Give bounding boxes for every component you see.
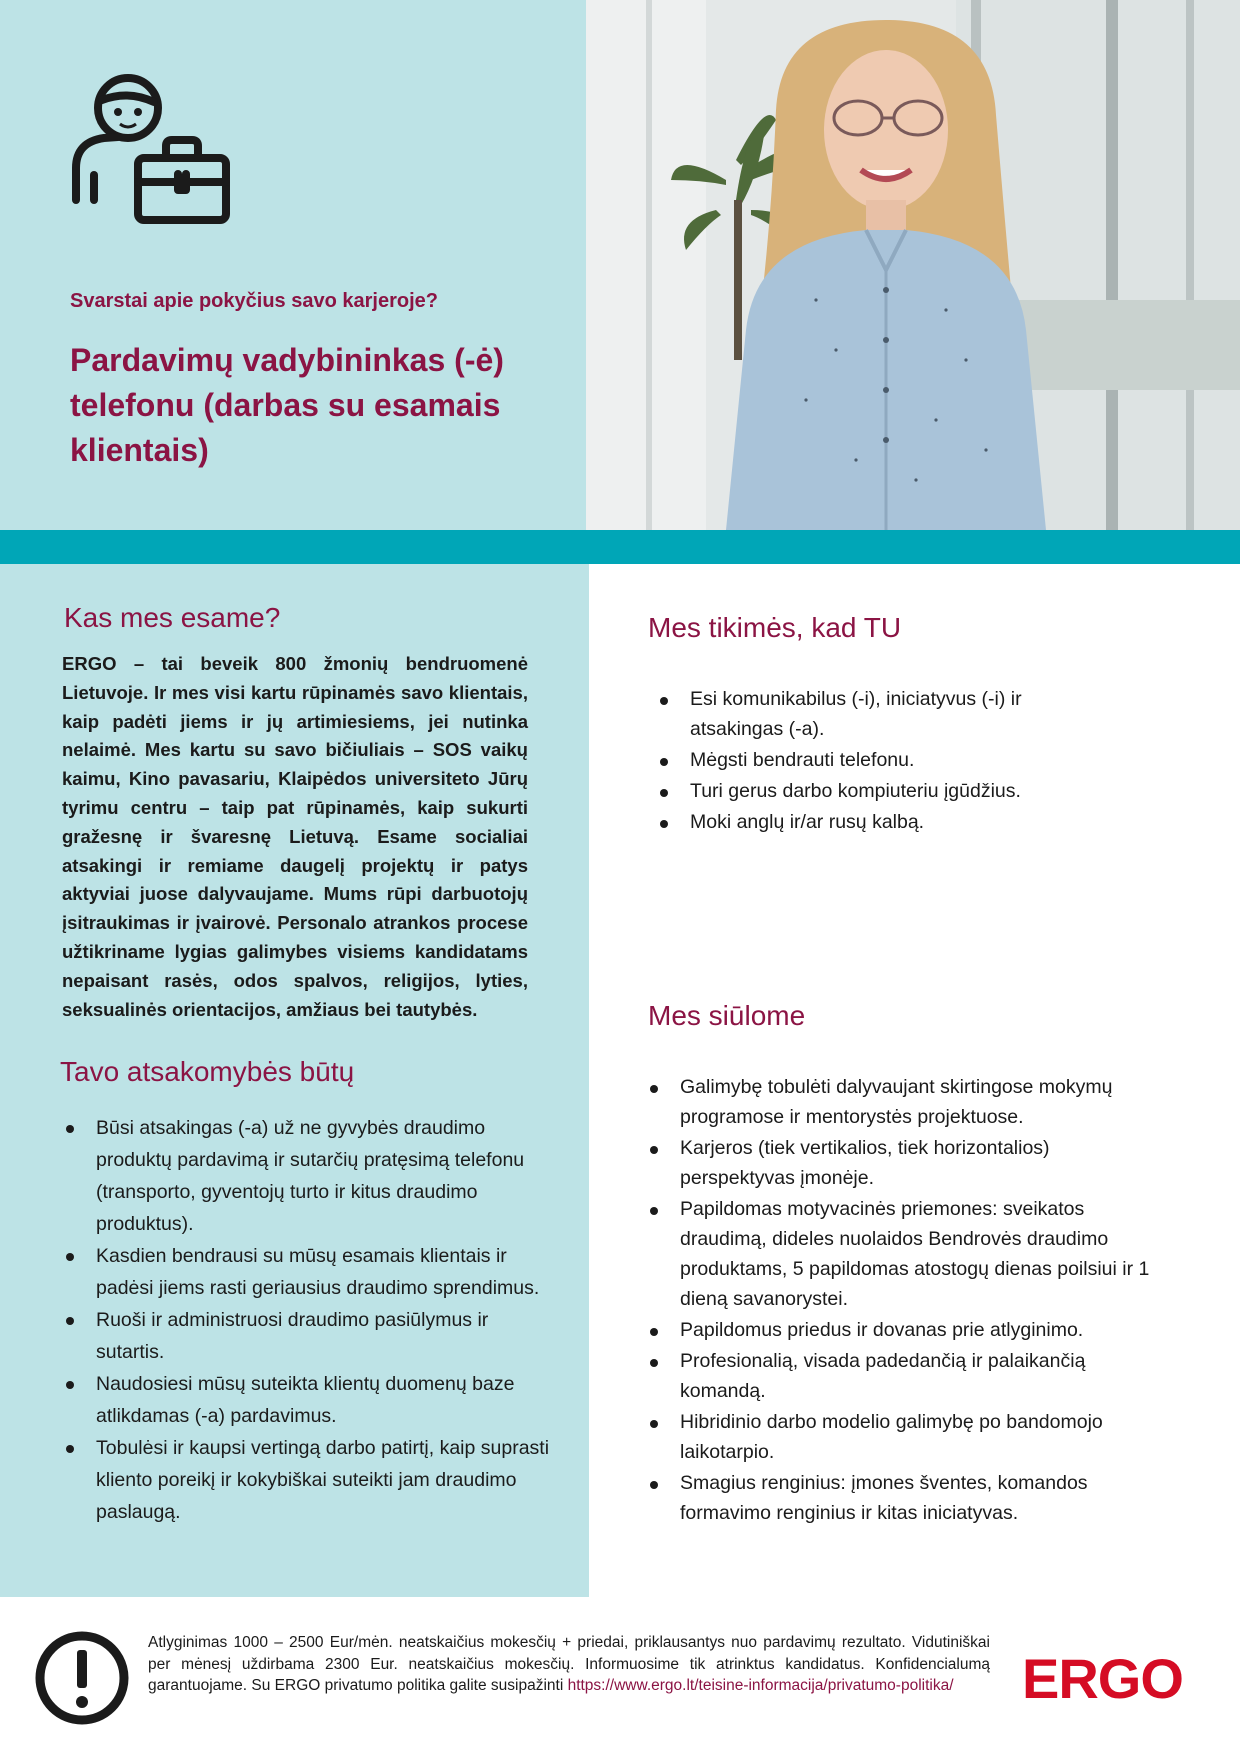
about-heading: Kas mes esame? — [64, 602, 281, 633]
responsibilities-list — [96, 1112, 556, 1528]
ergo-logo: ERGO — [1022, 1647, 1183, 1710]
divider-band — [0, 530, 1240, 564]
privacy-policy-link[interactable]: https://www.ergo.lt/teisine-informacija/privatumo-politika/ — [567, 1677, 954, 1694]
list-item: Papildomas motyvacinės priemones: sveikatos draudimą, dideles nuolaidos Bendrovės draudimo produktams, 5 papildomas atostogų dienas poilsiui ir 1 dieną savanorystei. — [680, 1194, 1150, 1314]
list-item: Būsi atsakingas (-a) už ne gyvybės draudimo produktų pardavimą ir sutarčių pratęsimą telefonu (transporto, gyventojų turto ir kitus draudimo produktus). — [96, 1112, 556, 1240]
footer-note: Atlyginimas 1000 – 2500 Eur/mėn. neatskaičius mokesčių + priedai, priklausantys nuo pardavimų rezultato. Vidutiniškai per mėnesį uždirbama 2300 Eur. neatskaičius mokesčių. Informuosime tik atrinktus kandidatus. Konfidencialumą garantuojame. Su ERGO privatumo politika galite susipažinti — [148, 1634, 990, 1694]
list-item: Esi komunikabilus (-i), iniciatyvus (-i) ir atsakingas (-a). — [690, 684, 1110, 744]
list-item: Hibridinio darbo modelio galimybę po bandomojo laikotarpio. — [680, 1407, 1150, 1467]
list-item: Karjeros (tiek vertikalios, tiek horizontalios) perspektyvas įmonėje. — [680, 1133, 1150, 1193]
exclamation-circle-icon — [34, 1630, 130, 1726]
list-item: Tobulėsi ir kaupsi vertingą darbo patirtį, kaip suprasti kliento poreikį ir kokybiškai suteikti jam draudimo paslaugą. — [96, 1432, 556, 1528]
list-item: Mėgsti bendrauti telefonu. — [690, 745, 1110, 775]
person-with-briefcase-icon — [72, 70, 232, 230]
expectations-heading: Mes tikimės, kad TU — [648, 612, 902, 643]
offer-heading: Mes siūlome — [648, 1000, 806, 1031]
list-item: Smagius renginius: įmones šventes, komandos formavimo renginius ir kitas iniciatyvas. — [680, 1468, 1150, 1528]
responsibilities-heading: Tavo atsakomybės būtų — [60, 1056, 355, 1087]
expectations-list — [690, 684, 1110, 838]
list-item: Profesionalią, visada padedančią ir palaikančią komandą. — [680, 1346, 1150, 1406]
list-item: Kasdien bendrausi su mūsų esamais klientais ir padėsi jiems rasti geriausius draudimo sprendimus. — [96, 1240, 556, 1304]
offer-list — [680, 1072, 1150, 1529]
smiling-woman-portrait-photo — [586, 0, 1240, 530]
list-item: Ruoši ir administruosi draudimo pasiūlymus ir sutartis. — [96, 1304, 556, 1368]
hero-kicker: Svarstai apie pokyčius savo karjeroje? — [70, 290, 438, 312]
list-item: Turi gerus darbo kompiuteriu įgūdžius. — [690, 776, 1110, 806]
list-item: Naudosiesi mūsų suteikta klientų duomenų baze atlikdamas (-a) pardavimus. — [96, 1368, 556, 1432]
footer-text — [148, 1632, 990, 1697]
list-item: Galimybę tobulėti dalyvaujant skirtingose mokymų programose ir mentorystės projektuose. — [680, 1072, 1150, 1132]
job-title: Pardavimų vadybininkas (-ė) telefonu (darbas su esamais klientais) — [70, 342, 504, 468]
list-item: Moki anglų ir/ar rusų kalbą. — [690, 807, 1110, 837]
about-body: ERGO – tai beveik 800 žmonių bendruomenė Lietuvoje. Ir mes visi kartu rūpinamės savo klientais, kaip padėti jiems ir jų artimiesiems, jei nutinka nelaimė. Mes kartu su savo bičiuliais – SOS vaikų kaimu, Kino pavasariu, Klaipėdos universiteto Jūrų tyrimu centru – taip pat rūpinamės, kaip sukurti gražesnę ir švaresnę Lietuvą. Esame socialiai atsakingi ir remiame daugelį projektų ir patys aktyviai juose dalyvaujame. Mums rūpi darbuotojų įsitraukimas ir įvairovė. Personalo atrankos procese užtikriname lygias galimybes visiems kandidatams nepaisant rasės, odos spalvos, religijos, lyties, seksualinės orientacijos, amžiaus bei tautybės. — [62, 653, 528, 1020]
list-item: Papildomus priedus ir dovanas prie atlyginimo. — [680, 1315, 1150, 1345]
hero-photo — [586, 0, 1240, 530]
